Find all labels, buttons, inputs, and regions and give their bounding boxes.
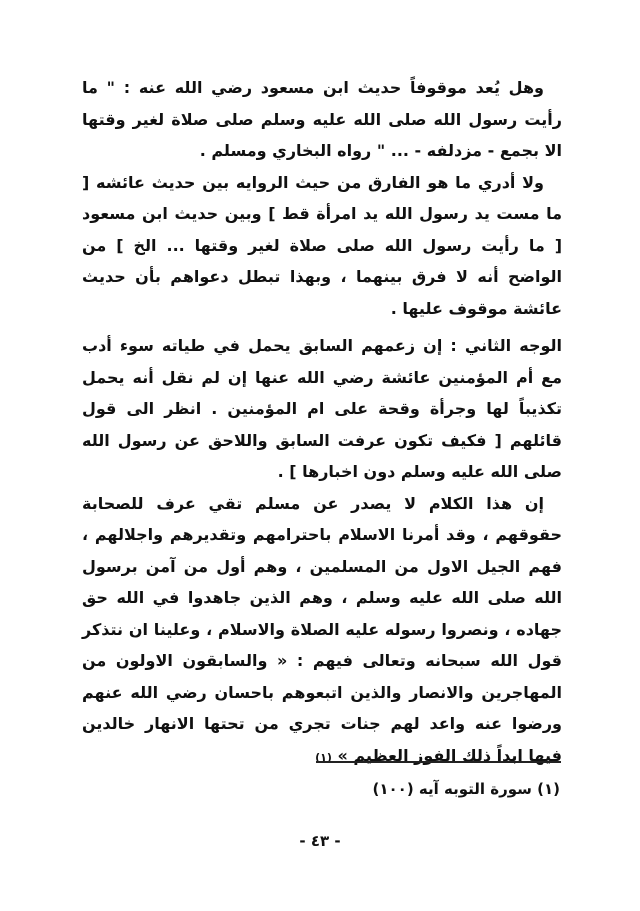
body-text-section-2 (82, 330, 562, 773)
footnote-divider (316, 761, 561, 763)
footnote: (١) سورة التوبه آيه (١٠٠) (372, 780, 560, 798)
footnote-reference: (١) (315, 750, 332, 764)
body-text-section-1 (82, 72, 562, 324)
paragraph (82, 488, 562, 774)
paragraph: ولا أدري ما هو الفارق من حيث الروايه بين حديث عائشه [ ما مست يد رسول الله يد امرأة قط ] وبين حديث ابن مسعود [ ما رأيت رسول الله صلى صلاة لغير وقتها ... الخ ] من الواضح أنه لا فرق بينهما ، وبهذا تبطل دعواهم بأن حديث عائشة موقوف عليها . (82, 172, 562, 318)
paragraph: الوجه الثاني : إن زعمهم السابق يحمل في طياته سوء أدب مع أم المؤمنين عائشة رضي الله عنها إن لم نقل أنه يحمل تكذيباً لها وجرأة وقحة على ام المؤمنين . انظر الى قول قائلهم [ فكيف تكون عرفت السابق واللاحق عن رسول الله صلى الله عليه وسلم دون اخبارها ] . (82, 336, 562, 481)
paragraph: وهل يُعد موقوفاً حديث ابن مسعود رضي الله عنه : " ما رأيت رسول الله صلى الله عليه وسلم صلى صلاة لغير وقتها الا بجمع - مزدلفه - ... " رواه البخاري ومسلم . (82, 78, 562, 160)
page-number: - ٤٣ - (299, 832, 341, 850)
paragraph-text: إن هذا الكلام لا يصدر عن مسلم تقي عرف للصحابة حقوقهم ، وقد أمرنا الاسلام باحترامهم وتقديرهم واجلالهم ، فهم الجيل الاول من المسلمين ، وهم أول من آمن برسول الله صلى الله عليه وسلم ، وهم الذين جاهدوا في الله حق جهاده ، ونصروا رسوله عليه الصلاة والاسلام ، وعلينا ان نتذكر قول الله سبحانه وتعالى فيهم : « والسابقون الاولون من المهاجرين والانصار والذين اتبعوهم باحسان رضي الله عنهم ورضوا عنه واعد لهم جنات تجري من تحتها الانهار خالدين فيها ابداً ذلك الفوز العظيم » (82, 493, 562, 765)
